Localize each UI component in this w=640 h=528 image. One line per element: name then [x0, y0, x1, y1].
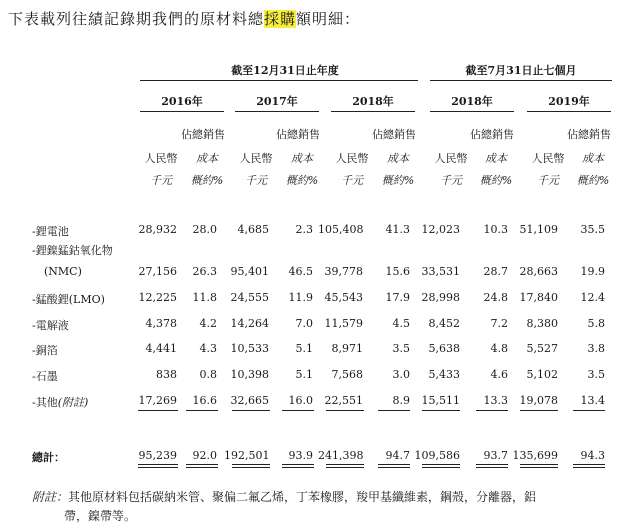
sum-rule	[186, 410, 218, 411]
table-cell: 46.5	[288, 265, 313, 278]
row-label-graphite: -石墨	[32, 370, 58, 383]
table-cell: 5.1	[295, 342, 313, 355]
year-header: 2017年	[256, 95, 298, 108]
table-cell: 2.3	[295, 223, 313, 236]
row-label-nmc-abbr: (NMC)	[44, 265, 82, 278]
footnote-line2: 帶，鎳帶等。	[64, 509, 137, 523]
intro-highlight: 採購	[264, 10, 297, 28]
total-rule	[520, 467, 558, 468]
table-cell: 13.4	[580, 394, 605, 407]
table-cell: 16.6	[192, 394, 217, 407]
intro-text	[8, 8, 360, 29]
group-rule-year-end	[140, 80, 418, 81]
table-cell: 8,452	[428, 317, 460, 330]
table-cell: 11,579	[324, 317, 363, 330]
total-rule	[573, 464, 605, 465]
total-cell: 109,586	[414, 449, 460, 462]
group-header-seven-months: 截至7月31日止七個月	[465, 64, 577, 77]
table-cell: 24,555	[230, 291, 269, 304]
table-cell: 26.3	[192, 265, 217, 278]
pct-header-2: 成本	[196, 152, 218, 165]
amount-header-2: 千元	[150, 174, 172, 187]
table-cell: 24.8	[483, 291, 508, 304]
amount-header-2: 千元	[537, 174, 559, 187]
total-rule	[138, 464, 178, 465]
pct-header-3: 概約%	[576, 174, 610, 187]
total-cell: 93.7	[483, 449, 508, 462]
row-label-lithium-battery: -鋰電池	[32, 225, 69, 238]
table-cell: 28,663	[519, 265, 558, 278]
table-cell: 10,533	[230, 342, 269, 355]
table-cell: 7.2	[490, 317, 508, 330]
group-header-year-end: 截至12月31日止年度	[231, 64, 339, 77]
table-cell: 8.9	[392, 394, 410, 407]
year-rule	[331, 111, 415, 112]
total-cell: 192,501	[224, 449, 270, 462]
table-cell: 51,109	[519, 223, 558, 236]
total-cell: 135,699	[512, 449, 558, 462]
sum-rule	[138, 410, 178, 411]
table-cell: 3.8	[587, 342, 605, 355]
table-cell: 8,380	[526, 317, 558, 330]
amount-header-2: 千元	[440, 174, 462, 187]
intro-after: 額明細：	[296, 10, 361, 28]
table-cell: 13.3	[483, 394, 508, 407]
total-rule	[422, 464, 460, 465]
amount-header-1: 人民幣	[335, 152, 369, 165]
year-header: 2018年	[451, 95, 493, 108]
table-cell: 28,998	[421, 291, 460, 304]
group-rule-seven-months	[430, 80, 612, 81]
table-cell: 16.0	[288, 394, 313, 407]
sum-rule	[573, 410, 605, 411]
year-rule	[430, 111, 514, 112]
table-cell: 838	[156, 368, 177, 381]
table-cell: 0.8	[199, 368, 217, 381]
pct-header-1: 佔總銷售	[567, 128, 611, 141]
table-cell: 3.5	[587, 368, 605, 381]
table-cell: 19,078	[519, 394, 558, 407]
table-cell: 10.3	[483, 223, 508, 236]
total-rule	[326, 467, 364, 468]
table-cell: 17.9	[385, 291, 410, 304]
total-rule	[326, 464, 364, 465]
table-cell: 3.5	[392, 342, 410, 355]
pct-header-1: 佔總銷售	[276, 128, 320, 141]
total-rule	[282, 467, 314, 468]
pct-header-2: 成本	[485, 152, 507, 165]
table-cell: 39,778	[324, 265, 363, 278]
sum-rule	[232, 410, 270, 411]
table-cell: 27,156	[138, 265, 177, 278]
table-cell: 45,543	[324, 291, 363, 304]
table-cell: 7.0	[295, 317, 313, 330]
table-cell: 4,378	[145, 317, 177, 330]
total-rule	[232, 467, 270, 468]
table-cell: 12.4	[580, 291, 605, 304]
pct-header-2: 成本	[582, 152, 604, 165]
table-cell: 14,264	[230, 317, 269, 330]
total-cell: 94.7	[385, 449, 410, 462]
table-cell: 4.3	[199, 342, 217, 355]
total-rule	[573, 467, 605, 468]
table-cell: 22,551	[324, 394, 363, 407]
table-cell: 3.0	[392, 368, 410, 381]
year-rule	[235, 111, 319, 112]
total-rule	[232, 464, 270, 465]
total-rule	[378, 464, 410, 465]
total-cell: 241,398	[318, 449, 364, 462]
pct-header-2: 成本	[291, 152, 313, 165]
table-cell: 28,932	[138, 223, 177, 236]
row-label-lmo: -錳酸鋰(LMO)	[32, 293, 105, 306]
table-cell: 11.8	[192, 291, 217, 304]
total-rule	[186, 467, 218, 468]
amount-header-1: 人民幣	[239, 152, 273, 165]
table-cell: 10,398	[230, 368, 269, 381]
year-header: 2019年	[548, 95, 590, 108]
total-cell: 95,239	[138, 449, 177, 462]
table-cell: 5,433	[428, 368, 460, 381]
pct-header-3: 概約%	[479, 174, 513, 187]
sum-rule	[326, 410, 364, 411]
table-cell: 95,401	[230, 265, 269, 278]
table-cell: 33,531	[421, 265, 460, 278]
sum-rule	[422, 410, 460, 411]
pct-header-2: 成本	[387, 152, 409, 165]
total-rule	[476, 467, 508, 468]
amount-header-2: 千元	[245, 174, 267, 187]
table-cell: 5.8	[587, 317, 605, 330]
table-cell: 4.6	[490, 368, 508, 381]
total-cell: 94.3	[580, 449, 605, 462]
table-cell: 32,665	[230, 394, 269, 407]
table-cell: 4.5	[392, 317, 410, 330]
table-cell: 19.9	[580, 265, 605, 278]
intro-before: 下表載列往績記錄期我們的原材料總	[8, 10, 265, 28]
total-cell: 93.9	[288, 449, 313, 462]
sum-rule	[282, 410, 314, 411]
table-cell: 4.8	[490, 342, 508, 355]
table-cell: 105,408	[318, 223, 364, 236]
row-label-electrolyte: -電解液	[32, 319, 69, 332]
pct-header-1: 佔總銷售	[470, 128, 514, 141]
table-cell: 7,568	[331, 368, 363, 381]
pct-header-1: 佔總銷售	[372, 128, 416, 141]
pct-header-3: 概約%	[381, 174, 415, 187]
footnote	[32, 488, 536, 507]
table-cell: 35.5	[580, 223, 605, 236]
table-cell: 17,840	[519, 291, 558, 304]
sum-rule	[378, 410, 410, 411]
table-cell: 11.9	[288, 291, 313, 304]
table-cell: 5,527	[526, 342, 558, 355]
amount-header-2: 千元	[341, 174, 363, 187]
total-rule	[422, 467, 460, 468]
table-cell: 15,511	[421, 394, 460, 407]
total-label: 總計：	[32, 451, 65, 464]
total-cell: 92.0	[192, 449, 217, 462]
table-cell: 17,269	[138, 394, 177, 407]
table-cell: 4,441	[145, 342, 177, 355]
table-cell: 4.2	[199, 317, 217, 330]
year-rule	[140, 111, 224, 112]
table-cell: 15.6	[385, 265, 410, 278]
year-header: 2016年	[161, 95, 203, 108]
amount-header-1: 人民幣	[144, 152, 178, 165]
pct-header-1: 佔總銷售	[181, 128, 225, 141]
table-cell: 5,638	[428, 342, 460, 355]
table-cell: 4,685	[237, 223, 269, 236]
total-rule	[186, 464, 218, 465]
sum-rule	[520, 410, 558, 411]
table-cell: 8,971	[331, 342, 363, 355]
footnote-line1: 其他原材料包括碳納米管、聚偏二氟乙烯，丁苯橡膠，羧甲基纖維素，鋼殼，分離器，鋁	[68, 490, 537, 504]
year-rule	[527, 111, 611, 112]
total-rule	[476, 464, 508, 465]
table-cell: 12,225	[138, 291, 177, 304]
table-cell: 28.0	[192, 223, 217, 236]
pct-header-3: 概約%	[190, 174, 224, 187]
total-rule	[138, 467, 178, 468]
table-cell: 5,102	[526, 368, 558, 381]
row-label-others: -其他(附註)	[32, 396, 89, 409]
table-cell: 28.7	[483, 265, 508, 278]
amount-header-1: 人民幣	[434, 152, 468, 165]
row-label-copper-foil: -銅箔	[32, 344, 58, 357]
table-cell: 5.1	[295, 368, 313, 381]
pct-header-3: 概約%	[285, 174, 319, 187]
table-cell: 12,023	[421, 223, 460, 236]
year-header: 2018年	[352, 95, 394, 108]
amount-header-1: 人民幣	[531, 152, 565, 165]
footnote-prefix: 附註：	[32, 490, 69, 504]
total-rule	[282, 464, 314, 465]
table-cell: 41.3	[385, 223, 410, 236]
total-rule	[520, 464, 558, 465]
total-rule	[378, 467, 410, 468]
row-label-nmc: -鋰鎳錳鈷氧化物	[32, 244, 113, 257]
sum-rule	[476, 410, 508, 411]
